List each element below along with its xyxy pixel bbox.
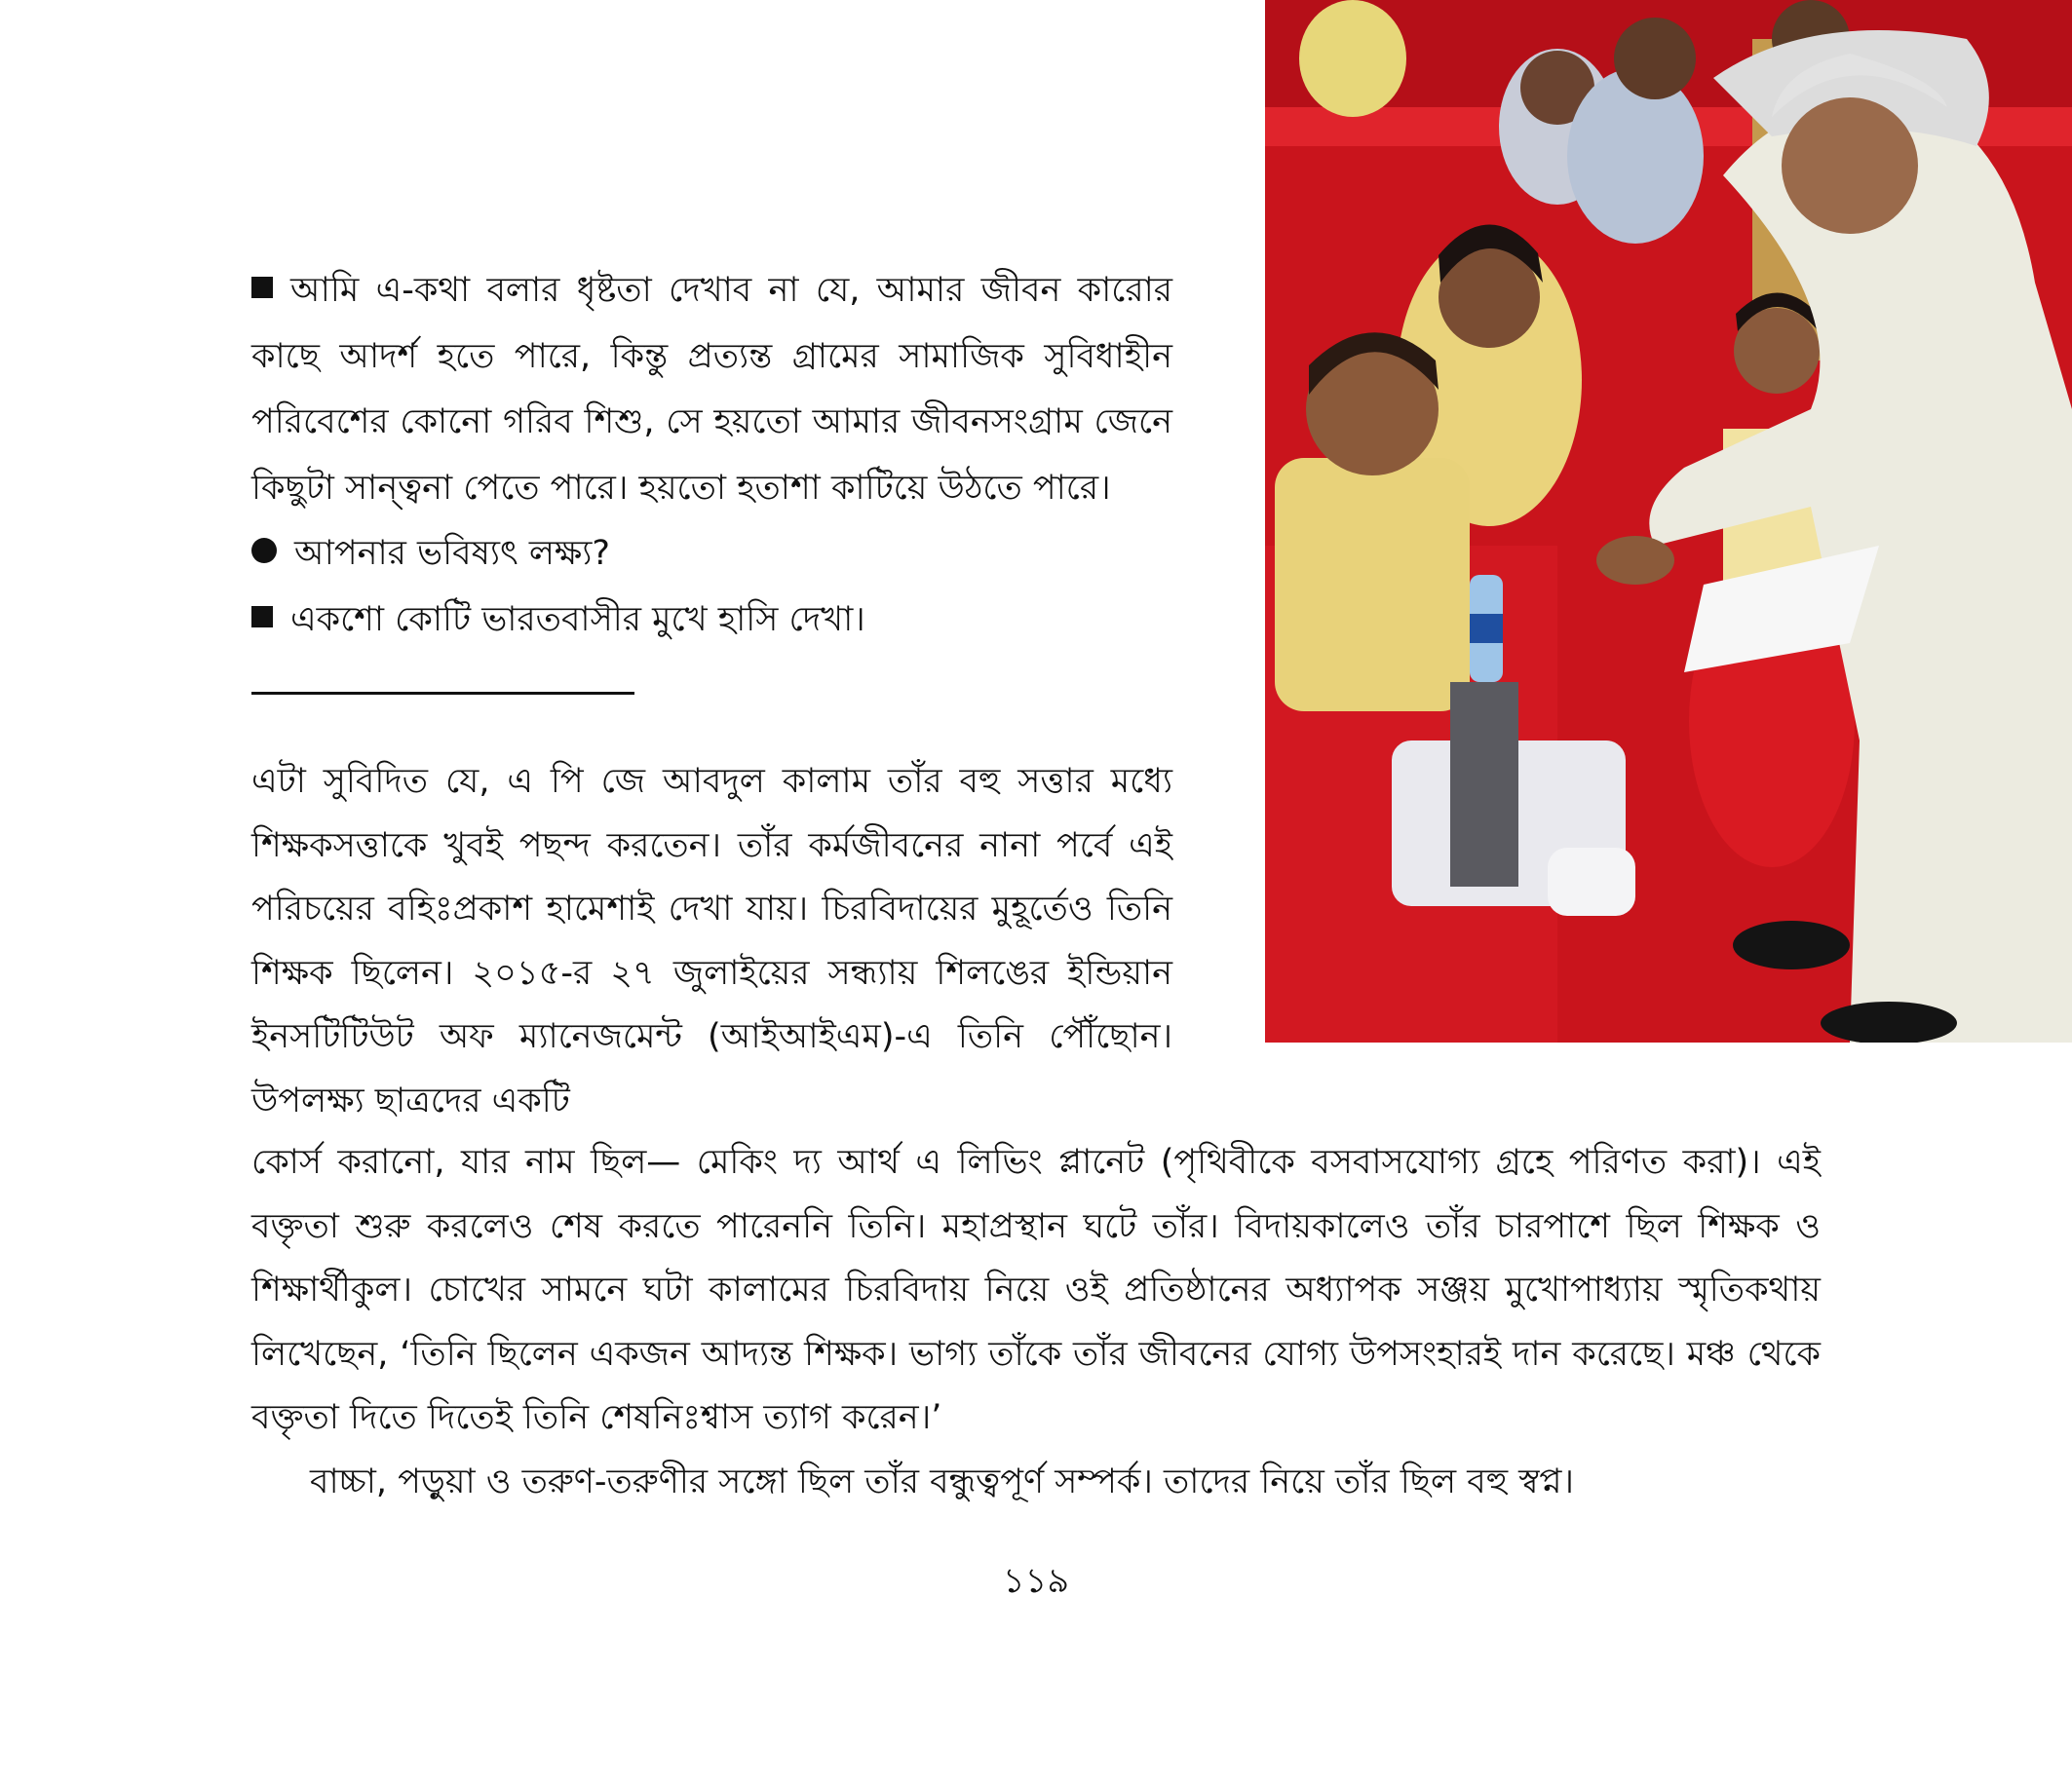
square-bullet-icon — [251, 277, 273, 298]
answer-text: আমি এ-কথা বলার ধৃষ্টতা দেখাব না যে, আমার জীবন কারোর কাছে আদর্শ হতে পারে, কিন্তু প্রত্যন্ত গ্রামের সামাজিক সুবিধাহীন পরিবেশের কোনো গরিব শিশু, সে হয়তো আমার জীবনসংগ্রাম জেনে কিছুটা সান্ত্বনা পেতে পারে। হয়তো হতাশা কাটিয়ে উঠতে পারে। — [251, 271, 1172, 508]
paragraph: এটা সুবিদিত যে, এ পি জে আবদুল কালাম তাঁর বহু সত্তার মধ্যে শিক্ষকসত্তাকে খুবই পছন্দ করতেন। তাঁর কর্মজীবনের নানা পর্বে এই পরিচয়ের বহিঃপ্রকাশ হামেশাই দেখা যায়। চিরবিদায়ের মুহূর্তেও তিনি শিক্ষক ছিলেন। ২০১৫-র ২৭ জুলাইয়ের সন্ধ্যায় শিলঙের ইন্ডিয়ান ইনসটিটিউট অফ ম্যানেজমেন্ট (আইআইএম)-এ তিনি পৌঁছোন। উপলক্ষ্য ছাত্রদের একটি — [251, 762, 1172, 1120]
paragraph: কোর্স করানো, যার নাম ছিল— মেকিং দ্য আর্থ এ লিভিং প্লানেট (পৃথিবীকে বসবাসযোগ্য গ্রহে পরিণত করা)। এই বক্তৃতা শুরু করলেও শেষ করতে পারেননি তিনি। মহাপ্রস্থান ঘটে তাঁর। বিদায়কালেও তাঁর চারপাশে ছিল শিক্ষক ও শিক্ষার্থীকুল। চোখের সামনে ঘটা কালামের চিরবিদায় নিয়ে ওই প্রতিষ্ঠানের অধ্যাপক সঞ্জয় মুখোপাধ্যায় স্মৃতিকথায় লিখেছেন, ‘তিনি ছিলেন একজন আদ্যন্ত শিক্ষক। ভাগ্য তাঁকে তাঁর জীবনের যোগ্য উপসংহারই দান করেছে। মঞ্চ থেকে বক্তৃতা দিতে দিতেই তিনি শেষনিঃশ্বাস ত্যাগ করেন।’ — [251, 1143, 1821, 1437]
answer-paragraph — [251, 258, 1172, 521]
question-text: আপনার ভবিষ্যৎ লক্ষ্য? — [294, 534, 611, 573]
answer-paragraph — [251, 588, 1172, 654]
section-divider — [251, 692, 634, 695]
kalam-with-children-photo — [1265, 0, 2072, 1043]
paragraph: বাচ্চা, পড়ুয়া ও তরুণ-তরুণীর সঙ্গো ছিল তাঁর বন্ধুত্বপূর্ণ সম্পর্ক। তাদের নিয়ে তাঁর ছিল বহু স্বপ্ন। — [310, 1461, 1575, 1501]
body-text-narrow — [251, 750, 1172, 1133]
interview-qa — [251, 258, 1172, 653]
page-number: ১১৯ — [1002, 1562, 1070, 1601]
answer-text: একশো কোটি ভারতবাসীর মুখে হাসি দেখা। — [290, 599, 865, 639]
square-bullet-icon — [251, 606, 273, 627]
photo-icon — [1265, 0, 2072, 1043]
question-paragraph — [251, 521, 1172, 588]
body-text-wide — [251, 1131, 1821, 1514]
round-bullet-icon — [251, 538, 277, 563]
